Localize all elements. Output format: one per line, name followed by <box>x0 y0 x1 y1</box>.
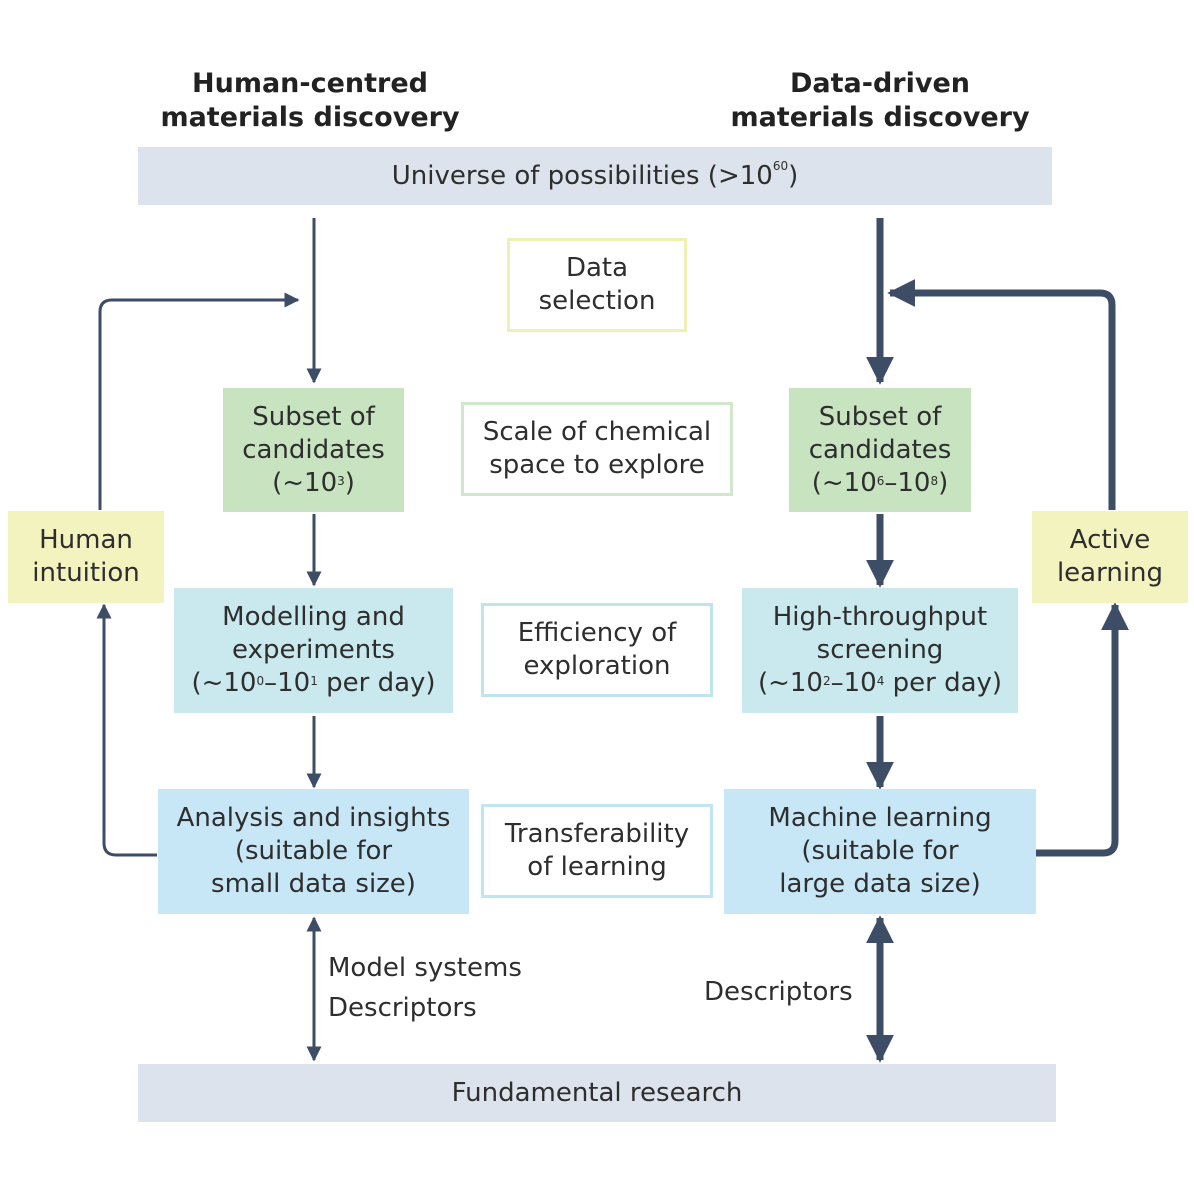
transferability-line2: of learning <box>527 852 667 882</box>
universe-text: Universe of possibilities $(>10^{60})$ <box>391 159 799 191</box>
scale-line1: Scale of chemical <box>482 417 712 447</box>
efficiency-box <box>481 603 713 697</box>
ml-line2: (suitable for <box>801 836 959 866</box>
data-selection-line2: selection <box>538 286 656 316</box>
analysis-line1: Analysis and insights <box>176 803 451 833</box>
left-subset-box <box>223 388 404 512</box>
left-subset-line1: Subset of <box>252 401 375 432</box>
modelling-line1: Modelling and <box>222 602 405 632</box>
ml-line1: Machine learning <box>768 803 992 833</box>
screening-line2: screening <box>816 635 944 665</box>
efficiency-line1: Efficiency of <box>517 618 677 648</box>
active-learning-line2: learning <box>1056 558 1164 588</box>
transferability-line1: Transferability <box>504 819 690 849</box>
right-column-header <box>710 66 1050 136</box>
arrow-left-loop-up <box>104 605 157 855</box>
right-descriptors-text: Descriptors <box>704 977 853 1007</box>
left-subset-line2: candidates <box>242 434 385 465</box>
right-subset-line1: Subset of <box>818 401 942 432</box>
left-descriptors-label: Descriptors <box>328 993 477 1023</box>
data-selection-line1: Data <box>565 253 629 283</box>
active-learning-line1: Active <box>1069 525 1151 555</box>
human-intuition-line2: intuition <box>32 558 140 588</box>
right-descriptors-label <box>704 972 853 1012</box>
universe-bar <box>138 147 1052 205</box>
right-subset-box <box>789 388 971 512</box>
left-bottom-labels <box>328 948 522 1028</box>
analysis-box <box>158 789 469 914</box>
right-header-line2: materials discovery <box>730 102 1030 133</box>
fundamental-research-text: Fundamental research <box>451 1078 743 1108</box>
fundamental-research-bar <box>138 1064 1056 1122</box>
screening-line1: High-throughput <box>772 602 988 632</box>
arrow-right-loop-up <box>1036 605 1115 853</box>
right-subset-line2: candidates <box>808 434 952 465</box>
ml-line3: large data size) <box>779 869 981 899</box>
active-learning-box <box>1032 511 1188 603</box>
left-header-line1: Human-centred <box>192 68 428 99</box>
data-selection-box <box>507 238 687 332</box>
right-subset-line3: $(\sim 10^6-10^8)$ <box>811 467 949 498</box>
model-systems-label: Model systems <box>328 953 522 983</box>
screening-line3: ($\sim 10^2-10^4$ per day) <box>757 668 1003 698</box>
left-column-header <box>140 66 480 136</box>
left-subset-line3: $(\sim 10^3)$ <box>272 467 355 498</box>
analysis-line3: small data size) <box>211 869 416 899</box>
transferability-box <box>481 804 713 898</box>
modelling-box <box>174 588 453 713</box>
modelling-line3: ($\sim 10^0-10^1$ per day) <box>191 668 436 698</box>
human-intuition-line1: Human <box>39 525 133 555</box>
human-intuition-box <box>8 511 164 603</box>
efficiency-line2: exploration <box>523 651 671 681</box>
scale-box <box>461 402 733 496</box>
modelling-line2: experiments <box>232 635 395 665</box>
left-header-line2: materials discovery <box>160 102 460 133</box>
screening-box <box>742 588 1018 713</box>
scale-line2: space to explore <box>489 450 705 480</box>
right-header-line1: Data-driven <box>790 68 970 99</box>
machine-learning-box <box>724 789 1036 914</box>
analysis-line2: (suitable for <box>234 836 393 866</box>
